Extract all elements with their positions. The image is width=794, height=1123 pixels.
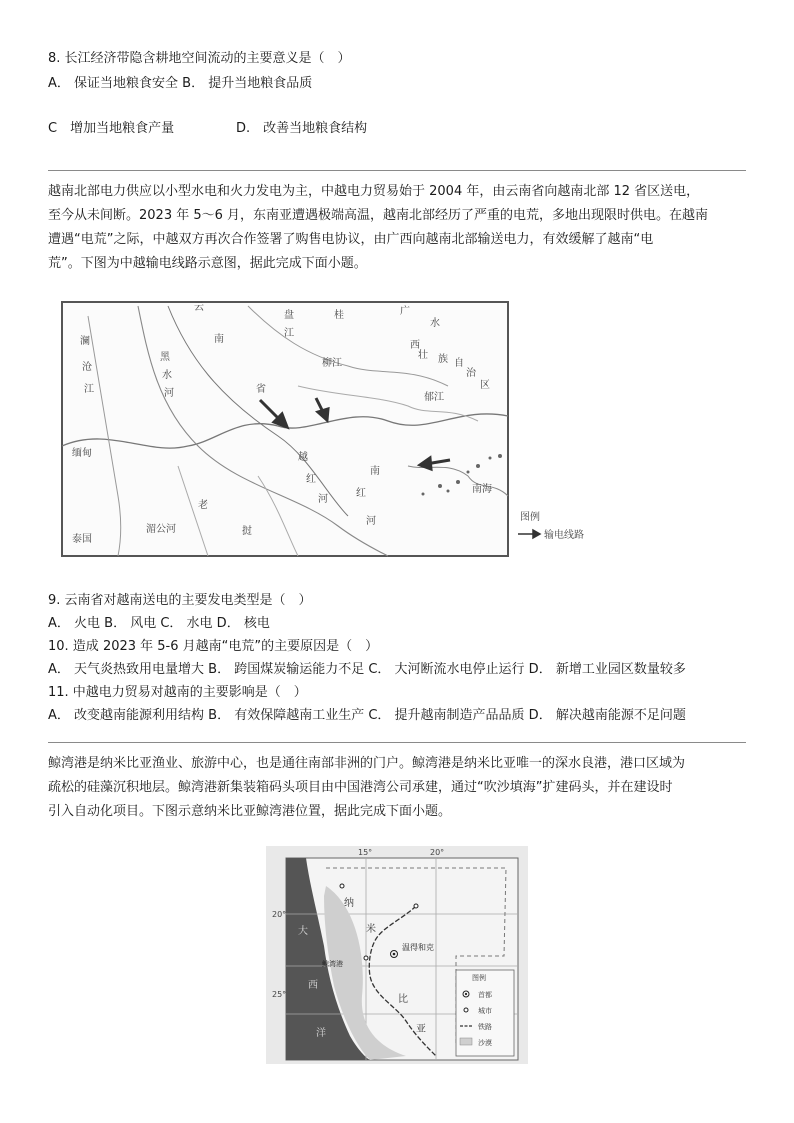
country-label-1: 纳 xyxy=(344,898,354,909)
place-windhoek: 温得和克 xyxy=(402,943,434,952)
passage-1 xyxy=(48,180,748,276)
map1-label-thailand: 泰国 xyxy=(72,534,92,545)
ocean-label-2: 西 xyxy=(308,980,318,991)
lat-label-20: 20° xyxy=(272,910,287,919)
q11-options: A． 改变越南能源利用结构 B． 有效保障越南工业生产 C． 提升越南制造产品品质 D． 解决越南能源不足问题 xyxy=(48,708,686,723)
ocean-label-1: 大 xyxy=(298,926,308,937)
map1-label-lan: 澜 xyxy=(80,336,90,347)
q10-options: A． 天气炎热致用电量增大 B． 跨国煤炭输运能力不足 C． 大河断流水电停止运行 D． 新增工业园区数量较多 xyxy=(48,662,686,677)
map1-legend-arrow-icon xyxy=(518,530,540,538)
q9-stem: 9. 云南省对越南送电的主要发电类型是（ ） xyxy=(48,593,312,608)
map1-label-yue-he: 河 xyxy=(318,494,328,505)
q11-stem: 11. 中越电力贸易对越南的主要影响是（ ） xyxy=(48,685,307,700)
passage-2-line-1: 鲸湾港是纳米比亚渔业、旅游中心，也是通往南部非洲的门户。鲸湾港是纳米比亚唯一的深水良港，港口区域为 xyxy=(48,756,686,771)
map1-legend-item: 输电线路 xyxy=(544,530,584,541)
map2-legend-title: 图例 xyxy=(472,974,486,982)
map1-label-nan: 南 xyxy=(214,334,224,345)
map1-label-zu: 族 xyxy=(438,354,448,365)
country-label-2: 米 xyxy=(366,924,376,935)
legend-city-icon xyxy=(464,1008,468,1012)
country-label-3: 比 xyxy=(398,994,408,1005)
map1-label-zhuang: 壮 xyxy=(418,350,428,361)
map1-label-cang: 沧 xyxy=(82,362,92,373)
q8-stem: 8. 长江经济带隐含耕地空间流动的主要意义是（ ） xyxy=(48,51,351,66)
map1-label-qu: 区 xyxy=(480,380,490,391)
q10-stem: 10. 造成 2023 年 5-6 月越南“电荒”的主要原因是（ ） xyxy=(48,639,379,654)
passage-2-line-3: 引入自动化项目。下图示意纳米比亚鲸湾港位置，据此完成下面小题。 xyxy=(48,804,452,819)
lat-label-25: 25° xyxy=(272,990,287,999)
map1-label-jiang: 江 xyxy=(284,328,294,339)
passage-2 xyxy=(48,752,748,824)
passage-1-line-3: 遭遇“电荒”之际，中越双方再次合作签署了购售电协议，由广西向越南北部输送电力，有效缓解了越南“电 xyxy=(48,232,654,247)
map1-label-hong-2: 红 xyxy=(356,488,366,499)
map1-label-he-2: 河 xyxy=(366,516,376,527)
passage-2-line-2: 疏松的硅藻沉积地层。鲸湾港新集装箱码头项目由中国港湾公司承建，通过“吹沙填海”扩建码头，并在建设时 xyxy=(48,780,673,795)
map1-label-yujiang: 郁江 xyxy=(424,392,444,403)
q8-option-c: C 增加当地粮食产量 xyxy=(48,121,175,136)
passage-1-line-1: 越南北部电力供应以小型水电和火力发电为主，中越电力贸易始于 2004 年，由云南省向越南北部 12 省区送电， xyxy=(48,184,700,199)
map1-label-nan-2: 南 xyxy=(370,466,380,477)
country-label-4: 亚 xyxy=(416,1024,426,1035)
map1-label-guang: 广 xyxy=(400,306,410,317)
ocean-label-3: 洋 xyxy=(316,1028,326,1039)
passage-1-line-4: 荒”。下图为中越输电线路示意图，据此完成下面小题。 xyxy=(48,256,367,271)
map1-label-hei-shui: 水 xyxy=(162,370,172,381)
city-icon xyxy=(414,904,418,908)
china-vietnam-power-map xyxy=(48,296,600,560)
map1-label-zhi: 治 xyxy=(466,368,476,379)
map1-label-wo: 挝 xyxy=(242,526,252,537)
legend-desert-icon xyxy=(460,1038,472,1045)
legend-desert-label: 沙漠 xyxy=(478,1039,492,1047)
place-walvis-bay: 鲸湾港 xyxy=(322,960,343,968)
map1-label-sheng: 省 xyxy=(256,384,266,395)
q9-options: A． 火电 B． 风电 C． 水电 D． 核电 xyxy=(48,616,270,631)
lon-label-20: 20° xyxy=(430,848,445,857)
city-icon xyxy=(340,884,344,888)
map1-label-shui: 水 xyxy=(430,318,440,329)
map1-legend-title: 图例 xyxy=(520,512,540,523)
legend-capital-label: 首都 xyxy=(478,991,492,999)
map1-label-liujiang: 柳江 xyxy=(322,358,342,369)
map1-label-south-china-sea: 南海 xyxy=(472,484,492,495)
map1-label-yun: 云 xyxy=(194,302,204,313)
map1-label-hei: 黑 xyxy=(160,352,170,363)
map1-frame xyxy=(62,302,508,556)
passage-1-line-2: 至今从未间断。2023 年 5～6 月，东南亚遭遇极端高温，越南北部经历了严重的电荒，多地出现限时供电。在越南 xyxy=(48,208,709,223)
map1-label-mekong: 湄公河 xyxy=(146,524,176,535)
lon-label-15: 15° xyxy=(358,848,373,857)
map1-label-zi: 自 xyxy=(454,358,464,369)
divider-2 xyxy=(48,742,746,743)
map1-label-lao: 老 xyxy=(198,500,208,511)
divider-1 xyxy=(48,170,746,171)
map1-label-pan: 盘 xyxy=(284,310,294,321)
legend-city-label: 城市 xyxy=(478,1007,492,1015)
namibia-walvis-bay-map xyxy=(266,846,528,1064)
city-walvis-bay-icon xyxy=(364,956,368,960)
map1-label-xi: 西 xyxy=(410,340,420,351)
map1-label-gui: 桂 xyxy=(334,310,344,321)
map1-label-hei-he: 河 xyxy=(164,388,174,399)
q8-option-d: D. 改善当地粮食结构 xyxy=(236,121,368,136)
map1-label-yue-hong: 红 xyxy=(306,474,316,485)
map1-label-lancang-jiang: 江 xyxy=(84,384,94,395)
q8-options-ab: A． 保证当地粮食安全 B． 提升当地粮食品质 xyxy=(48,76,313,91)
map1-label-yue: 越 xyxy=(298,452,308,463)
map1-label-myanmar: 缅甸 xyxy=(72,448,92,459)
legend-railway-label: 铁路 xyxy=(478,1023,492,1031)
